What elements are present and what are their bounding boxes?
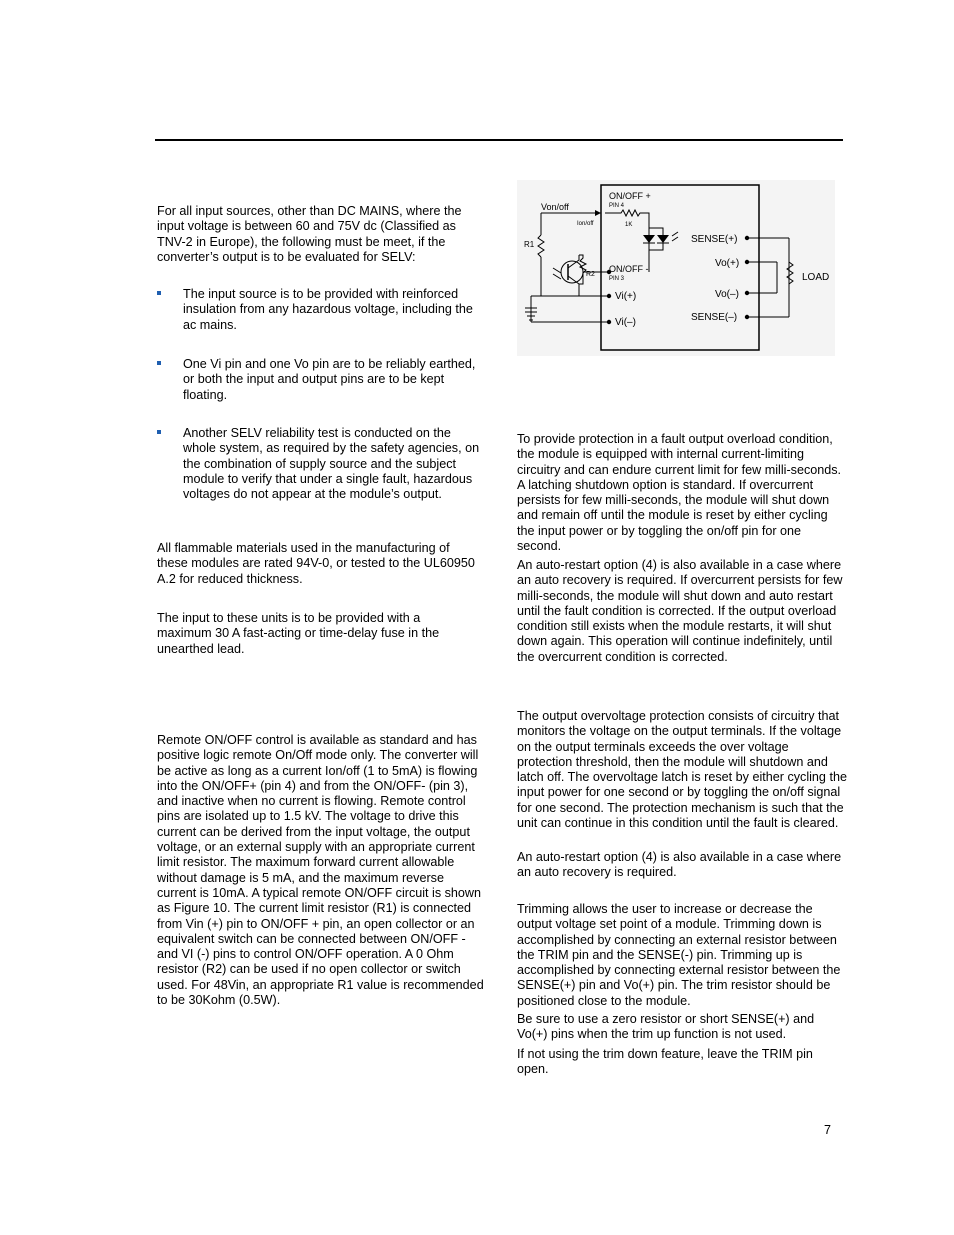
on-off-minus-label: ON/OFF - bbox=[609, 264, 649, 274]
list-item-text: One Vi pin and one Vo pin are to be reliably earthed, or both the input and output pins are to be kept floating. bbox=[183, 357, 476, 402]
load-label: LOAD bbox=[802, 272, 830, 283]
bullet-icon bbox=[157, 430, 161, 434]
header-rule bbox=[155, 139, 843, 141]
remote-onoff-paragraph: Remote ON/OFF control is available as standard and has positive logic remote On/Off mode only. The converter will be active as long as a current Ion/off (1 to 5mA) is flowing into the ON/OFF+ (pin 4) and from the ON/OFF- (pin 3), and inactive when no current is flowing. Remote control pins are isolated up to 1.5 kV. The voltage to drive this current can be derived from the input voltage, the output voltage, or an external supply with an appropriate current limit resistor. The maximum forward current allowable without damage is 5 mA, and the maximum reverse current is 10mA. A typical remote ON/OFF circuit is shown as Figure 10. The current limit resistor (R1) is connected from Vin (+) pin to ON/OFF + pin, an open collector or an equivalent switch can be connected between ON/OFF - and VI (-) pins to control ON/OFF operation. A 0 Ohm resistor (R2) can be used if no open collector or switch used. For 48Vin, an appropriate R1 value is recommended to be 30Kohm (0.5W). bbox=[157, 733, 484, 1008]
vo-plus-label: Vo(+) bbox=[715, 258, 740, 269]
list-item-text: Another SELV reliability test is conducted on the whole system, as required by the safety agencies, on the combination of supply source and the subject module to verify that under a single fault, hazardous voltages do not appear at the module’s output. bbox=[183, 426, 480, 502]
on-off-plus-label: ON/OFF + bbox=[609, 191, 651, 201]
flammability-paragraph: All flammable materials used in the manufacturing of these modules are rated 94V-0, or tested to the UL60950 A.2 for reduced thickness. bbox=[157, 541, 475, 586]
bullet-icon bbox=[157, 361, 161, 365]
selv-intro-paragraph: For all input sources, other than DC MAINS, where the input voltage is between 60 and 75V dc (Classified as TNV-2 in Europe), the following must be meet, if the converter’s output is to be evaluated for SELV: bbox=[157, 204, 462, 264]
bullet-icon bbox=[157, 291, 161, 295]
von-off-label: Von/off bbox=[541, 202, 569, 212]
r1-label: R1 bbox=[524, 240, 535, 249]
pin4-label: PIN 4 bbox=[609, 203, 625, 209]
auto-restart-ovp-paragraph: An auto-restart option (4) is also available in a case where an auto recovery is required. bbox=[517, 850, 842, 880]
list-item-text: The input source is to be provided with reinforced insulation from any hazardous voltage, including the ac mains. bbox=[183, 287, 473, 332]
trim-down-paragraph: If not using the trim down feature, leave the TRIM pin open. bbox=[517, 1047, 813, 1077]
remote-onoff-circuit-diagram bbox=[517, 180, 835, 356]
page-number: 7 bbox=[824, 1123, 832, 1137]
trim-paragraph: Trimming allows the user to increase or decrease the output voltage set point of a module. Trimming down is accomplished by connecting an external resistor between the TRIM pin and the SENSE(-) pin. Trimming up is accomplished by connecting external resistor between the SENSE(+) pin and Vo(+) pin. The trim resistor should be positioned close to the module. bbox=[517, 902, 841, 1008]
overload-paragraph: To provide protection in a fault output overload condition, the module is equipped with internal current-limiting circuitry and can endure current limit for few milli-seconds. A latching shutdown option is standard. If overcurrent persists for few milli-seconds, the module will shut down and remain off until the module is reset by either cycling the input power or by toggling the on/off pin for one second. bbox=[517, 432, 842, 554]
circuit-svg bbox=[517, 180, 835, 356]
r2-label: R2 bbox=[586, 271, 595, 278]
pin3-label: PIN 3 bbox=[609, 276, 625, 282]
vo-minus-label: Vo(–) bbox=[715, 289, 739, 300]
sense-plus-label: SENSE(+) bbox=[691, 234, 738, 245]
vi-plus-label: Vi(+) bbox=[615, 291, 637, 302]
sense-minus-label: SENSE(–) bbox=[691, 312, 738, 323]
fuse-paragraph: The input to these units is to be provided with a maximum 30 A fast-acting or time-delay fuse in the unearthed lead. bbox=[157, 611, 440, 656]
auto-restart-paragraph: An auto-restart option (4) is also available in a case where an auto recovery is required. If overcurrent persists for few milli-seconds, the module will shut down and auto restart until the fault condition is corrected. If the output overload condition still exists when the module restarts, it will shut down again. This operation will continue indefinitely, until the overcurrent condition is corrected. bbox=[517, 558, 843, 664]
zero-resistor-paragraph: Be sure to use a zero resistor or short SENSE(+) and Vo(+) pins when the trim up function is not used. bbox=[517, 1012, 815, 1042]
ion-off-label: Ion/off bbox=[577, 221, 594, 227]
overvoltage-paragraph: The output overvoltage protection consists of circuitry that monitors the voltage on the output terminals. If the voltage on the output terminals exceeds the over voltage protection threshold, then the module will shutdown and latch off. The overvoltage latch is reset by either cycling the input power for one second or by toggling the on/off signal for one second. The protection mechanism is such that the unit can continue in this condition until the fault is cleared. bbox=[517, 709, 847, 831]
resistor-1k-label: 1K bbox=[625, 222, 633, 228]
vi-minus-label: Vi(–) bbox=[615, 317, 636, 328]
